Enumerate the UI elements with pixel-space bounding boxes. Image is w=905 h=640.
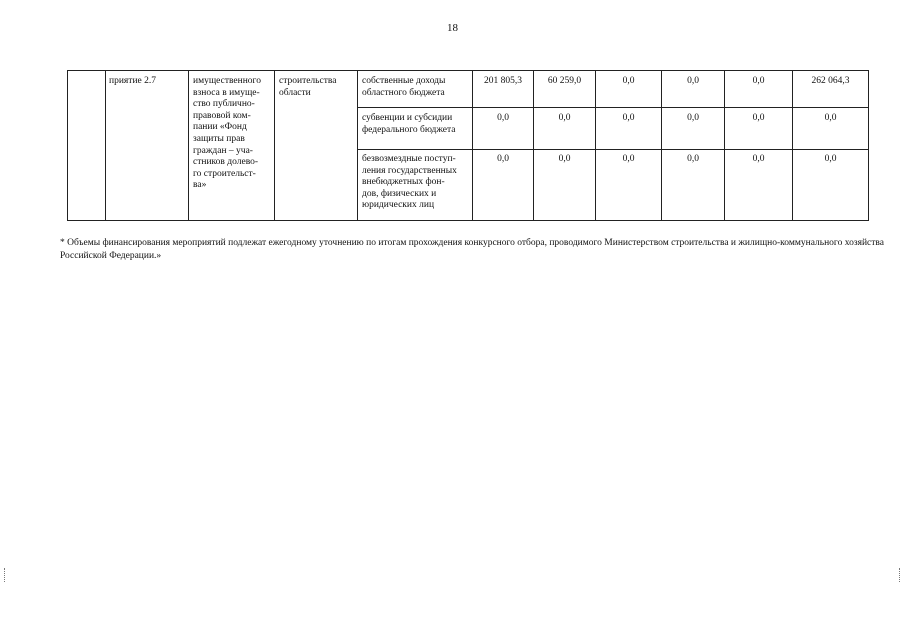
page-number: 18 bbox=[447, 22, 458, 34]
funding-source-line: безвозмездные поступ- bbox=[362, 154, 456, 164]
value-cell: 0,0 bbox=[752, 113, 765, 123]
description-line: пании «Фонд bbox=[193, 122, 247, 133]
column-divider bbox=[868, 70, 869, 221]
value-cell: 0,0 bbox=[687, 154, 699, 164]
scan-edge-mark-left bbox=[4, 568, 7, 582]
value-cell: 0,0 bbox=[687, 76, 699, 86]
funding-source-line: дов, физических и bbox=[362, 188, 437, 199]
financing-table bbox=[67, 70, 869, 221]
funding-source-line: областного бюджета bbox=[362, 87, 445, 98]
column-divider bbox=[472, 70, 473, 221]
event-description-cell bbox=[193, 76, 272, 192]
value-cell: 0,0 bbox=[622, 113, 635, 123]
funding-source-line: ления государственных bbox=[362, 165, 457, 176]
footnote: * Объемы финансирования мероприятий подлежат ежегодному уточнению по итогам прохождения конкурсного отбора, проводимого Министерством строительства и жилищно-коммунального хозяйства Российской Федерации.» bbox=[60, 238, 884, 261]
funding-source-line: субвенции и субсидии bbox=[362, 113, 453, 123]
executor-line: строительства bbox=[279, 76, 337, 86]
column-divider bbox=[724, 70, 725, 221]
value-cell: 0,0 bbox=[687, 113, 699, 123]
description-line: имущественного bbox=[193, 76, 261, 86]
description-line: ва» bbox=[193, 180, 207, 191]
description-line: граждан – уча- bbox=[193, 145, 253, 156]
funding-source-cell bbox=[362, 76, 470, 99]
column-divider bbox=[792, 70, 793, 221]
funding-source-line: федерального бюджета bbox=[362, 124, 456, 135]
value-cell: 0,0 bbox=[752, 76, 765, 86]
value-cell: 60 259,0 bbox=[547, 76, 582, 86]
column-divider bbox=[357, 70, 358, 221]
value-cell: 0,0 bbox=[622, 76, 635, 86]
description-line: го строительст- bbox=[193, 168, 256, 179]
event-number-cell: приятие 2.7 bbox=[109, 76, 156, 86]
column-divider bbox=[67, 70, 68, 221]
value-cell: 0,0 bbox=[824, 154, 837, 164]
funding-source-line: собственные доходы bbox=[362, 76, 446, 86]
value-cell: 0,0 bbox=[497, 113, 509, 123]
column-divider bbox=[661, 70, 662, 221]
column-divider bbox=[274, 70, 275, 221]
value-cell: 201 805,3 bbox=[484, 76, 522, 86]
value-cell: 0,0 bbox=[622, 154, 635, 164]
description-line: защиты прав bbox=[193, 133, 245, 144]
column-divider bbox=[188, 70, 189, 221]
column-divider bbox=[595, 70, 596, 221]
value-cell: 0,0 bbox=[558, 154, 571, 164]
column-divider bbox=[105, 70, 106, 221]
description-line: правовой ком- bbox=[193, 110, 251, 121]
value-cell: 0,0 bbox=[752, 154, 765, 164]
funding-source-cell bbox=[362, 113, 470, 136]
funding-source-cell bbox=[362, 154, 470, 212]
value-cell: 0,0 bbox=[497, 154, 509, 164]
value-cell: 0,0 bbox=[824, 113, 837, 123]
scan-edge-mark-right bbox=[899, 568, 902, 582]
executor-cell bbox=[279, 76, 357, 99]
value-cell: 262 064,3 bbox=[811, 76, 850, 86]
value-cell: 0,0 bbox=[558, 113, 571, 123]
description-line: взноса в имуще- bbox=[193, 87, 260, 98]
funding-source-line: внебюджетных фон- bbox=[362, 177, 445, 188]
executor-line: области bbox=[279, 87, 311, 98]
description-line: стников долево- bbox=[193, 157, 259, 168]
description-line: ство публично- bbox=[193, 99, 255, 110]
column-divider bbox=[533, 70, 534, 221]
funding-source-line: юридических лиц bbox=[362, 200, 435, 211]
